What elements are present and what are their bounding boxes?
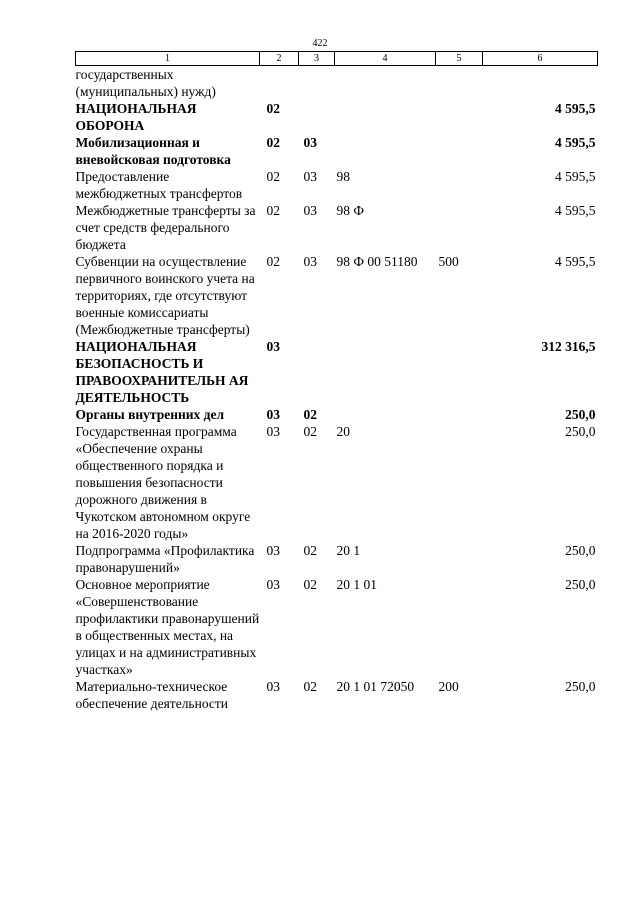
cell-section: 03 — [266, 577, 280, 592]
cell-amount: 4 595,5 — [555, 101, 596, 116]
table-row — [76, 253, 598, 338]
cell-subsection: 03 — [303, 203, 317, 218]
page-number: 422 — [312, 38, 328, 49]
cell-expense-type — [436, 423, 483, 542]
cell-expense-type: 500 — [438, 254, 459, 269]
cell-expense-type — [436, 168, 483, 202]
header-col-4: 4 — [335, 52, 436, 66]
cell-amount: 4 595,5 — [555, 135, 596, 150]
cell-section: 02 — [266, 169, 280, 184]
cell-amount: 250,0 — [565, 407, 596, 422]
header-col-5: 5 — [436, 52, 483, 66]
header-col-3: 3 — [299, 52, 335, 66]
table-row — [76, 66, 598, 101]
table-row — [76, 678, 598, 712]
cell-section: 03 — [266, 679, 280, 694]
cell-expense-type: 200 — [438, 679, 459, 694]
cell-expense-type — [436, 576, 483, 678]
column-number-header-row — [76, 52, 598, 66]
table-row — [76, 202, 598, 253]
cell-subsection: 03 — [303, 169, 317, 184]
cell-section: 02 — [266, 135, 280, 150]
cell-target-article: 20 1 01 72050 — [336, 679, 415, 694]
cell-section — [260, 66, 299, 101]
cell-amount: 4 595,5 — [555, 169, 596, 184]
cell-subsection — [299, 66, 335, 101]
header-col-2: 2 — [260, 52, 299, 66]
cell-name: Подпрограмма «Профилактика правонарушений» — [75, 543, 255, 575]
cell-target-article: 20 1 01 — [336, 577, 377, 592]
cell-name: Материально-техническое обеспечение деятельности — [75, 679, 229, 711]
cell-expense-type — [436, 66, 483, 101]
cell-section: 02 — [266, 203, 280, 218]
cell-amount: 4 595,5 — [555, 254, 596, 269]
cell-subsection: 02 — [303, 679, 317, 694]
cell-target-article — [335, 338, 436, 406]
cell-target-article: 98 Ф — [336, 203, 365, 218]
table-row — [76, 100, 598, 134]
cell-name: НАЦИОНАЛЬНАЯ ОБОРОНА — [75, 101, 197, 133]
cell-expense-type — [436, 134, 483, 168]
cell-name: Государственная программа «Обеспечение охраны общественного порядка и повышения безопасности дорожного движения в Чукотском автономном округе на 2016-2020 годы» — [75, 424, 251, 541]
cell-section: 03 — [266, 339, 280, 354]
cell-amount: 250,0 — [565, 577, 596, 592]
cell-name: Основное мероприятие «Совершенствование профилактики правонарушений в общественных местах, на улицах и на административных участках» — [75, 577, 260, 677]
cell-subsection — [299, 338, 335, 406]
cell-name: Субвенции на осуществление первичного воинского учета на территориях, где отсутствуют военные комиссариаты (Межбюджетные трансферты) — [75, 254, 255, 337]
cell-section: 03 — [266, 543, 280, 558]
cell-section: 02 — [266, 101, 280, 116]
table-row — [76, 168, 598, 202]
table-row — [76, 134, 598, 168]
table-row — [76, 338, 598, 406]
cell-amount: 250,0 — [565, 679, 596, 694]
cell-subsection: 02 — [303, 543, 317, 558]
cell-expense-type — [436, 202, 483, 253]
cell-target-article — [335, 134, 436, 168]
cell-subsection: 03 — [303, 254, 317, 269]
cell-name: Органы внутренних дел — [75, 407, 225, 422]
cell-expense-type — [436, 542, 483, 576]
cell-name: НАЦИОНАЛЬНАЯ БЕЗОПАСНОСТЬ И ПРАВООХРАНИТЕЛЬН АЯ ДЕЯТЕЛЬНОСТЬ — [75, 339, 249, 405]
header-col-6: 6 — [483, 52, 598, 66]
table-row — [76, 576, 598, 678]
cell-name: Межбюджетные трансферты за счет средств федерального бюджета — [75, 203, 256, 252]
cell-section: 03 — [266, 407, 280, 422]
table-body — [76, 66, 598, 713]
cell-expense-type — [436, 100, 483, 134]
cell-target-article: 20 1 — [336, 543, 361, 558]
cell-subsection: 02 — [303, 407, 317, 422]
cell-target-article — [335, 100, 436, 134]
cell-expense-type — [436, 406, 483, 423]
cell-target-article: 20 — [336, 424, 350, 439]
cell-amount: 312 316,5 — [541, 339, 596, 354]
cell-name: государственных (муниципальных) нужд) — [75, 67, 216, 99]
cell-amount: 250,0 — [565, 424, 596, 439]
cell-subsection: 03 — [303, 135, 317, 150]
cell-amount: 250,0 — [565, 543, 596, 558]
cell-expense-type — [436, 338, 483, 406]
table-row — [76, 423, 598, 542]
cell-target-article — [335, 406, 436, 423]
table-row — [76, 406, 598, 423]
cell-amount: 4 595,5 — [555, 203, 596, 218]
cell-subsection: 02 — [303, 577, 317, 592]
cell-name: Мобилизационная и вневойсковая подготовка — [75, 135, 231, 167]
cell-section: 03 — [266, 424, 280, 439]
cell-target-article — [335, 66, 436, 101]
cell-subsection — [299, 100, 335, 134]
cell-subsection: 02 — [303, 424, 317, 439]
cell-amount — [483, 66, 598, 101]
budget-table — [75, 51, 598, 712]
cell-name: Предоставление межбюджетных трансфертов — [75, 169, 243, 201]
cell-section: 02 — [266, 254, 280, 269]
cell-target-article: 98 Ф 00 51180 — [336, 254, 418, 269]
table-row — [76, 542, 598, 576]
cell-target-article: 98 — [336, 169, 350, 184]
header-col-1: 1 — [76, 52, 260, 66]
